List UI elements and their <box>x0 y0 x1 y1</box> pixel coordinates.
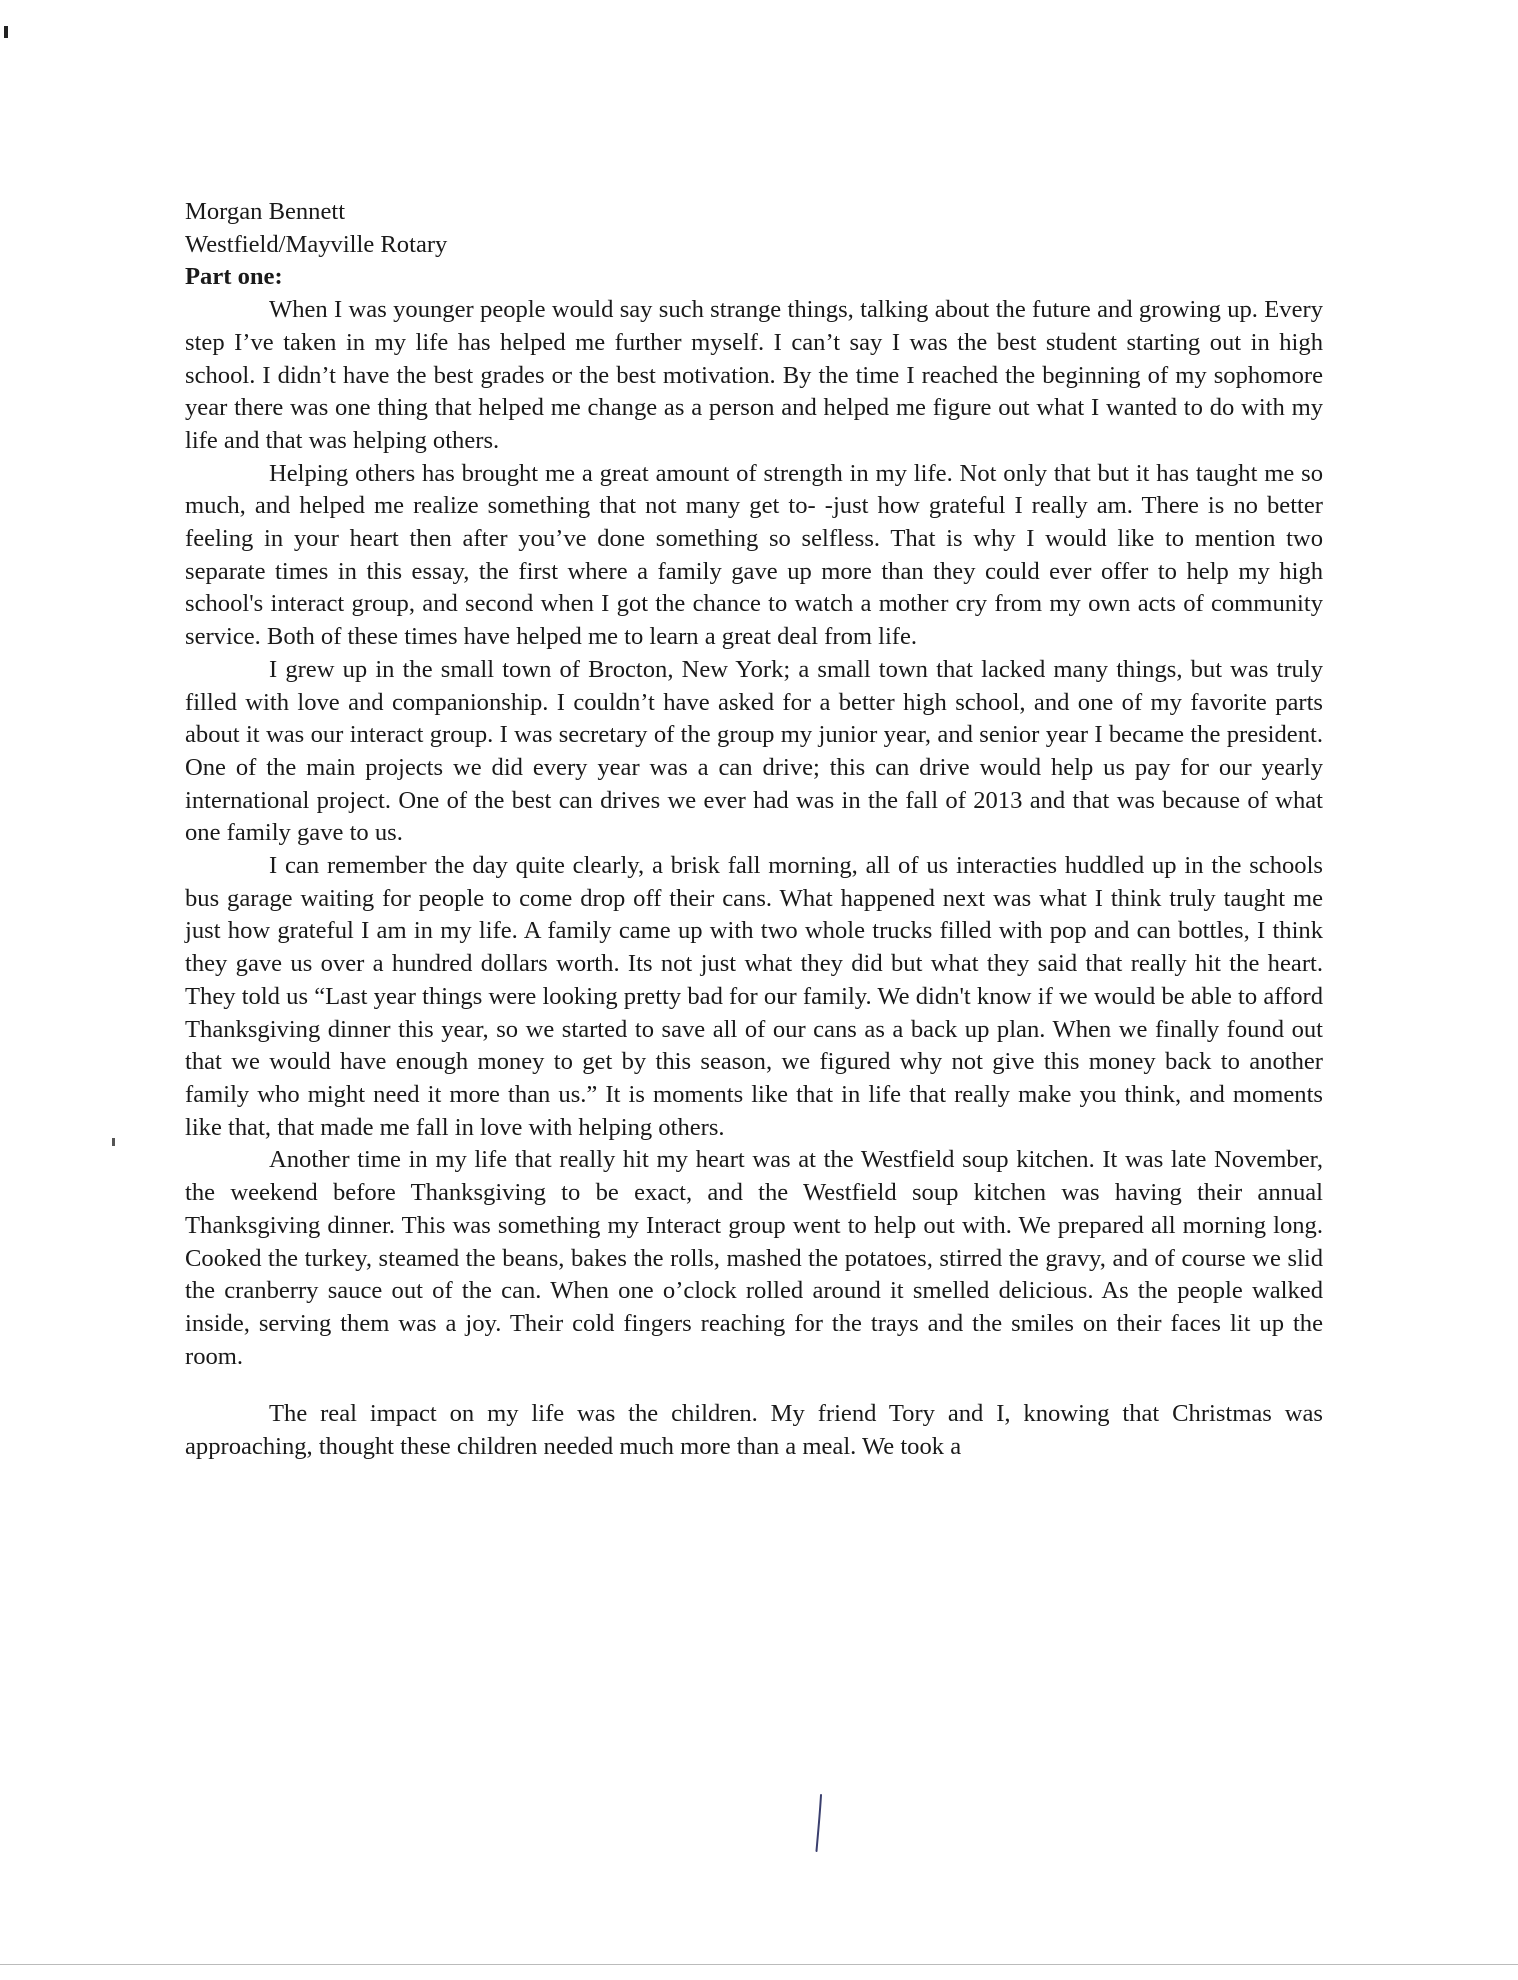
paragraph-1: When I was younger people would say such strange things, talking about the future and growing up. Every step I’ve taken in my life has helped me further myself. I can’t say I was the best student starting out in high school. I didn’t have the best grades or the best motivation. By the time I reached the beginning of my sophomore year there was one thing that helped me change as a person and helped me figure out what I wanted to do with my life and that was helping others. <box>185 296 1323 454</box>
author-name: Morgan Bennett <box>185 198 346 225</box>
scan-speck <box>112 1138 115 1146</box>
essay-body <box>185 196 1323 1464</box>
scan-edge-line <box>0 1964 1518 1965</box>
club-name: Westfield/Mayville Rotary <box>185 230 448 258</box>
paragraph-6: The real impact on my life was the children. My friend Tory and I, knowing that Christmas was approaching, thought these children needed much more than a meal. We took a <box>185 1400 1323 1461</box>
paragraph-3: I grew up in the small town of Brocton, New York; a small town that lacked many things, but was truly filled with love and companionship. I couldn’t have asked for a better high school, and one of my favorite parts about it was our interact group. I was secretary of the group my junior year, and senior year I became the president. One of the main projects we did every year was a can drive; this can drive would help us pay for our yearly international project. One of the best can drives we ever had was in the fall of 2013 and that was because of what one family gave to us. <box>185 655 1323 847</box>
paragraph-4: I can remember the day quite clearly, a brisk fall morning, all of us interacties huddled up in the schools bus garage waiting for people to come drop off their cans. What happened next was what I think truly taught me just how grateful I am in my life. A family came up with two whole trucks filled with pop and can bottles, I think they gave us over a hundred dollars worth. Its not just what they did but what they said that really hit the heart. They told us “Last year things were looking pretty bad for our family. We didn't know if we would be able to afford Thanksgiving dinner this year, so we started to save all of our cans as a back up plan. When we finally found out that we would have enough money to get by this season, we figured why not give this money back to another family who might need it more than us.” It is moments like that in life that really make you think, and moments like that, that made me fall in love with helping others. <box>185 852 1323 1141</box>
scan-mark <box>4 26 8 38</box>
part-heading: Part one: <box>185 263 283 291</box>
paragraph-2: Helping others has brought me a great amount of strength in my life. Not only that but it has taught me so much, and helped me realize something that not many get to- -just how grateful I really am. There is no better feeling in your heart then after you’ve done something so selfless. That is why I would like to mention two separate times in this essay, the first where a family gave up more than they could ever offer to help my high school's interact group, and second when I got the chance to watch a mother cry from my own acts of community service. Both of these times have helped me to learn a great deal from life. <box>185 459 1323 651</box>
paragraph-5: Another time in my life that really hit my heart was at the Westfield soup kitchen. It was late November, the weekend before Thanksgiving to be exact, and the Westfield soup kitchen was having their annual Thanksgiving dinner. This was something my Interact group went to help out with. We prepared all morning long. Cooked the turkey, steamed the beans, bakes the rolls, mashed the potatoes, stirred the gravy, and of course we slid the cranberry sauce out of the can. When one o’clock rolled around it smelled delicious. As the people walked inside, serving them was a joy. Their cold fingers reaching for the trays and the smiles on their faces lit up the room. <box>185 1146 1323 1370</box>
handwritten-page-mark <box>815 1793 823 1853</box>
